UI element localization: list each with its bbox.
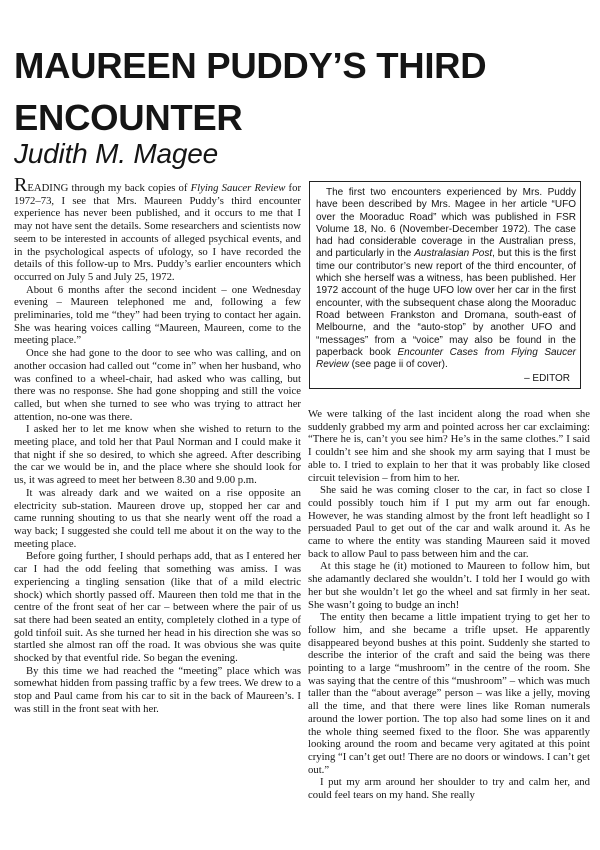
paragraph-9: She said he was coming closer to the car, in fact so close I could possibly touch him if I put my arm out far enough. However, he was standing almost by the front left headlight so I persuaded Paul to get out of the car and walk around it. As he came to where the entity was standing Maureen said it moved back to allow Paul to pass between him and the car. xyxy=(308,484,590,560)
editor-signature: – EDITOR xyxy=(524,373,570,385)
paragraph-11: The entity then became a little impatient trying to get her to follow him, and she became a trifle upset. He apparently disappeared beyond bushes at this point. Suddenly she started to describe the interior of the craft and said the being was there pointing to a large “mushroom” in the centre of the room. She was saying that the centre of this “mushroom” – which was much taller than the “about average” person – was like a jelly, moving all the time, and that there were lines like Roman numerals around the lower portion. The top also had some lines on it and the whole thing seemed fixed to the floor. She was apparently looking around the room and became very agitated at this point crying “I can’t get out! There are no doors or windows. I can’t get out.” xyxy=(308,611,590,776)
article-title: MAUREEN PUDDY’S THIRD ENCOUNTER xyxy=(14,45,487,138)
article-author: Judith M. Magee xyxy=(14,138,218,169)
paragraph-1: READING through my back copies of Flying Saucer Review for 1972–73, I see that Mrs. Maureen Puddy’s third encounter experience has never been published, and it occurs to me that I may not have sent the details. Some researchers and scientists now seem to be interested in accounts of alleged psychical events, and in the psychological aspects of ufology, so I have recorded the details of this follow-up to Mrs. Puddy’s earlier encounters which occurred on July 5 and July 25, 1972. xyxy=(14,174,302,283)
editor-note-box xyxy=(309,181,581,389)
left-column xyxy=(14,174,302,716)
paragraph-4: I asked her to let me know when she wished to return to the meeting place, and told her that Paul Norman and I could make it that night if she so desired, to which she agreed. After describing the car we would be in, and the place where she should look for us, it was agreed to meet her between 8.30 and 9.00 p.m. xyxy=(14,423,301,487)
editor-note-text: The first two encounters experienced by Mrs. Puddy have been described by Mrs. Magee in her article “UFO over the Mooraduc Road” which was published in FSR Volume 18, No. 6 (November-December 1972). The case had had considerable coverage in the Australian press, and particularly in the Australasian Post, but this is the first time our contributor’s new report of the third encounter, of which she herself was a witness, has been published. Her 1972 account of the huge UFO low over her car in the first encounter, with the subsequent chase along the Mooraduc Road between Frankston and Dromana, south-east of Melbourne, and the “auto-stop” by another UFO and “messages” from a “voice” may also be found in the paperback book Encounter Cases from Flying Saucer Review (see page ii of cover). xyxy=(316,187,576,371)
paragraph-3: Once she had gone to the door to see who was calling, and on another occasion had called out “come in” when her husband, who was confined to a wheel-chair, had asked who was calling, but there was no response. She had gone shopping and still the voice called, but when she turned to see who was trying to attract her attention, no-one was there. xyxy=(14,347,301,423)
drop-cap: R xyxy=(14,174,28,196)
magazine-name: Flying Saucer Review xyxy=(190,182,286,194)
paragraph-5: It was already dark and we waited on a rise opposite an electricity sub-station. Maureen drove up, stopped her car and came running shouting to us that she nearly went off the road a way back; I suggested she could tell me about it on the way to the meeting place. xyxy=(14,486,301,550)
paragraph-8: We were talking of the last incident along the road when she suddenly grabbed my arm and pointed across her car exclaiming: “There he is, can’t you see him? He’s in the same clothes.” I said I couldn’t see him and she shook my arm saying that I must be able to. I tried to explain to her that it was probably like closed circuit television – from him to her. xyxy=(308,408,590,484)
paragraph-10: At this stage he (it) motioned to Maureen to follow him, but she adamantly declared she wouldn’t. I told her I would go with her but she wouldn’t let go the wheel and sat firmly in her seat. She wasn’t going to budge an inch! xyxy=(308,560,590,611)
right-column xyxy=(308,408,590,802)
paragraph-6: Before going further, I should perhaps add, that as I entered her car I had the odd feeling that something was amiss. I was experiencing a tingling sensation (like that of a mild electric shock) which shortly passed off. Maureen then told me that in the centre of the front seat of her car – between where the pair of us sat there had been seated an entity, completely clothed in a type of gold tinfoil suit. As she turned her head in his direction she was so startled she almost ran off the road. It was obvious she was quite shocked by that eventful ride. So began the evening. xyxy=(14,550,301,665)
paragraph-12: I put my arm around her shoulder to try and calm her, and could feel tears on my hand. She really xyxy=(308,776,590,802)
paragraph-2: About 6 months after the second incident – one Wednesday evening – Maureen telephoned me and, following a few preliminaries, told me “they” had been trying to contact her again. She was hearing voices calling “Maureen, Maureen, come to the meeting place.” xyxy=(14,283,301,347)
paragraph-7: By this time we had reached the “meeting” place which was somewhat hidden from passing traffic by a few trees. We drew to a stop and Paul came from his car to sit in the back of Maureen’s. I was still in the front seat with her. xyxy=(14,664,301,715)
